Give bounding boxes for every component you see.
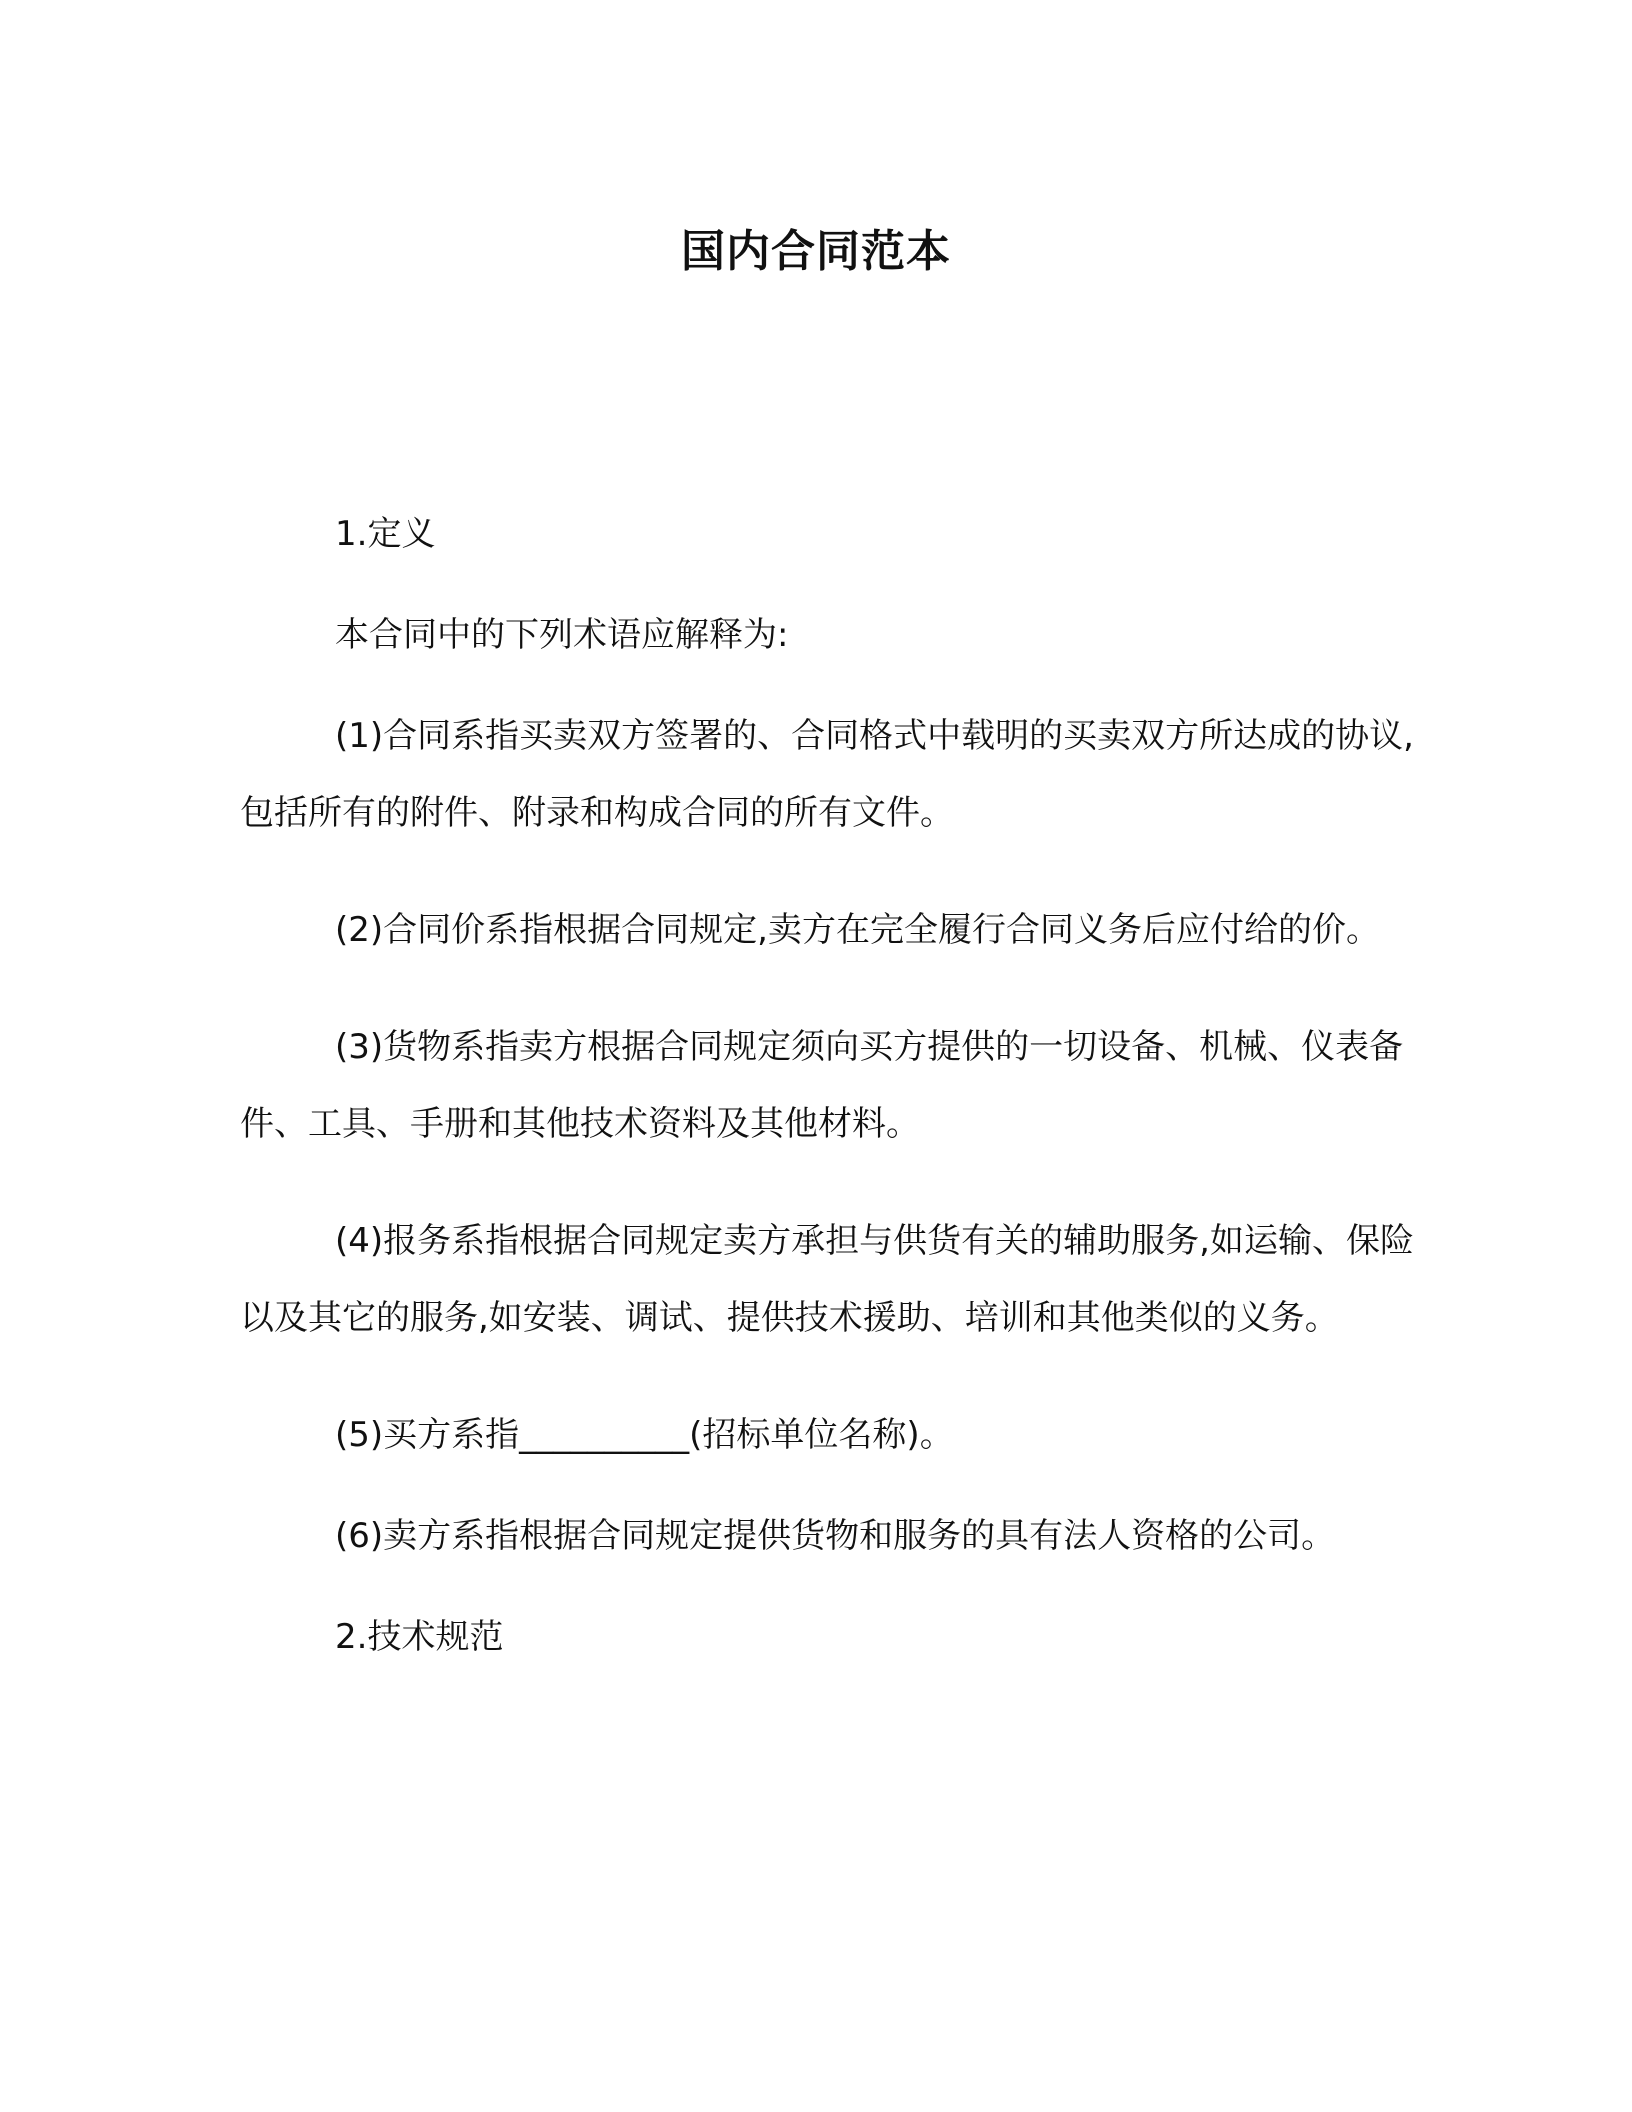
paragraph-item-4: (4)报务系指根据合同规定卖方承担与供货有关的辅助服务,如运输、保险以及其它的服务,如安装、调试、提供技术援助、培训和其他类似的义务。 — [240, 1221, 1414, 1338]
paragraph-item-6: (6)卖方系指根据合同规定提供货物和服务的具有法人资格的公司。 — [335, 1516, 1336, 1556]
paragraph-item-2: (2)合同价系指根据合同规定,卖方在完全履行合同义务后应付给的价。 — [335, 910, 1380, 950]
paragraph-item-5: (5)买方系指__________(招标单位名称)。 — [335, 1415, 954, 1455]
document-title: 国内合同范本 — [681, 226, 951, 277]
section-heading-definitions: 1.定义 — [335, 514, 436, 554]
paragraph-item-1: (1)合同系指买卖双方签署的、合同格式中载明的买卖双方所达成的协议,包括所有的附件、附录和构成合同的所有文件。 — [240, 716, 1414, 833]
section-heading-technical-spec: 2.技术规范 — [335, 1617, 504, 1657]
paragraph-intro: 本合同中的下列术语应解释为: — [335, 615, 789, 655]
document-body — [240, 496, 1430, 1702]
paragraph-item-3: (3)货物系指卖方根据合同规定须向买方提供的一切设备、机械、仪表备件、工具、手册和其他技术资料及其他材料。 — [240, 1027, 1404, 1144]
